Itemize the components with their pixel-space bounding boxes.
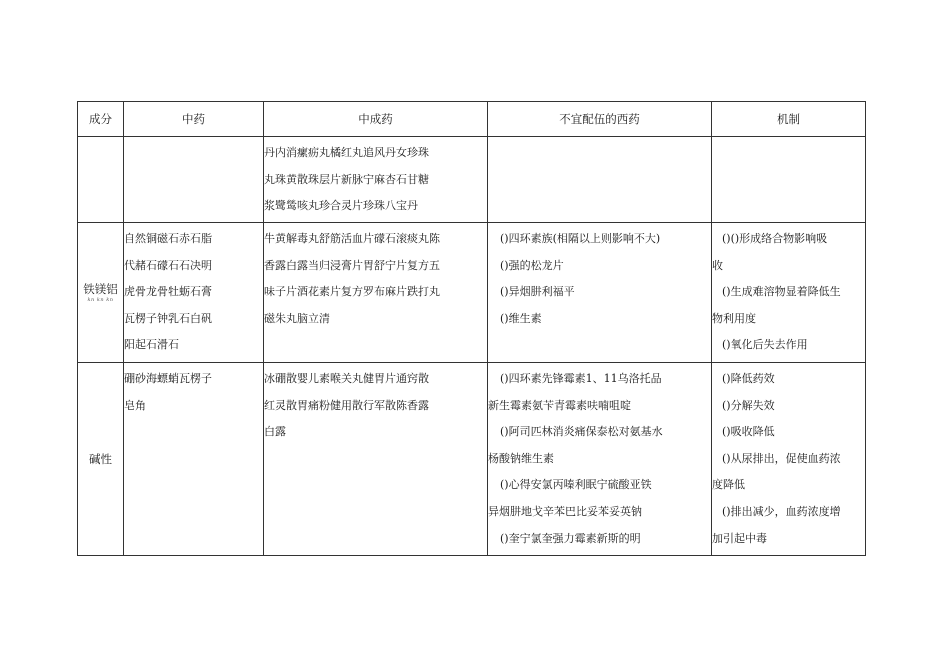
western-line: 杨酸钠维生素 <box>488 451 554 465</box>
mechanism-cell <box>712 363 866 556</box>
western-line: 异烟肼地戈辛苯巴比妥苯妥英钠 <box>488 504 642 518</box>
table-row <box>78 137 866 223</box>
mechanism-cell <box>712 223 866 363</box>
herb-line: 阳起石滑石 <box>124 338 179 352</box>
category-sublabel: kn kn kn <box>87 297 114 303</box>
herbs-cell <box>124 137 264 223</box>
western-line: ()阿司匹林消炎痛保泰松对氨基水 <box>500 425 663 439</box>
mechanism-line: ()氧化后失去作用 <box>722 338 808 352</box>
western-line: 新生霉素氨苄青霉素呋喃咀啶 <box>488 398 631 412</box>
western-line: ()心得安氯丙嗪利眠宁硫酸亚铁 <box>500 478 652 492</box>
table-row <box>78 363 866 556</box>
western-line: ()四环素先锋霉素1、11乌洛托品 <box>500 372 662 385</box>
patent-cell <box>264 363 488 556</box>
western-cell <box>488 137 712 223</box>
mechanism-line: ()()形成络合物影响吸 <box>722 232 828 245</box>
header-patent-medicine: 中成药 <box>264 102 488 137</box>
herbs-cell <box>124 363 264 556</box>
patent-line: 丸珠黄散珠层片新脉宁麻杏石甘糖 <box>264 172 429 186</box>
category-label: 碱性 <box>89 452 112 466</box>
patent-line: 丹内消瘰疬丸橘红丸追风丹女珍珠 <box>264 146 429 159</box>
header-incompatible-western: 不宜配伍的西药 <box>488 102 712 137</box>
header-ingredient: 成分 <box>78 102 124 137</box>
mechanism-line: ()降低药效 <box>722 372 775 385</box>
category-cell <box>78 137 124 223</box>
western-line: ()维生素 <box>500 311 542 325</box>
patent-line: 味子片酒花素片复方罗布麻片跌打丸 <box>264 285 440 299</box>
herb-line: 代赭石礞石石决明 <box>124 258 212 272</box>
category-cell <box>78 363 124 556</box>
western-cell <box>488 223 712 363</box>
patent-line: 香露白露当归浸膏片胃舒宁片复方五 <box>264 258 440 272</box>
mechanism-line: 物利用度 <box>712 311 756 325</box>
mechanism-line: 收 <box>712 258 723 272</box>
mechanism-line: ()生成难溶物显着降低生 <box>722 285 841 299</box>
western-line: ()奎宁氯奎强力霉素新斯的明 <box>500 531 641 545</box>
header-mechanism: 机制 <box>712 102 866 137</box>
category-label: 铁镁铝 <box>83 282 118 296</box>
mechanism-line: 度降低 <box>712 478 745 492</box>
mechanism-line: ()分解失效 <box>722 398 775 412</box>
mechanism-cell <box>712 137 866 223</box>
western-line: ()强的松龙片 <box>500 258 564 272</box>
mechanism-line: 加引起中毒 <box>712 531 767 545</box>
western-line: ()异烟肼利福平 <box>500 285 575 299</box>
mechanism-line: ()从尿排出，促使血药浓 <box>722 451 841 465</box>
header-row <box>78 102 866 137</box>
mechanism-line: ()吸收降低 <box>722 425 775 439</box>
patent-line: 浆鹭鸶咳丸珍合灵片珍珠八宝丹 <box>264 199 418 213</box>
drug-incompatibility-table <box>77 101 866 556</box>
category-cell <box>78 223 124 363</box>
herb-line: 皂角 <box>124 398 146 412</box>
western-line: ()四环素族(相隔以上则影响不大) <box>500 232 661 245</box>
patent-line: 红灵散胃痛粉健用散行军散陈香露 <box>264 398 429 412</box>
patent-cell <box>264 223 488 363</box>
herb-line: 硼砂海螵蛸瓦楞子 <box>124 372 212 385</box>
patent-line: 白露 <box>264 425 286 439</box>
western-cell <box>488 363 712 556</box>
herb-line: 自然铜磁石赤石脂 <box>124 232 212 245</box>
patent-line: 磁朱丸脑立清 <box>264 311 330 325</box>
table-row <box>78 223 866 363</box>
herb-line: 瓦楞子钟乳石白矾 <box>124 311 212 325</box>
header-herbs: 中药 <box>124 102 264 137</box>
patent-cell <box>264 137 488 223</box>
herb-line: 虎骨龙骨牡蛎石膏 <box>124 285 212 299</box>
mechanism-line: ()排出减少，血药浓度增 <box>722 504 841 518</box>
patent-line: 牛黄解毒丸舒筋活血片礞石滚痰丸陈 <box>264 232 440 245</box>
herbs-cell <box>124 223 264 363</box>
patent-line: 冰硼散婴儿素喉关丸健胃片通窍散 <box>264 372 429 385</box>
